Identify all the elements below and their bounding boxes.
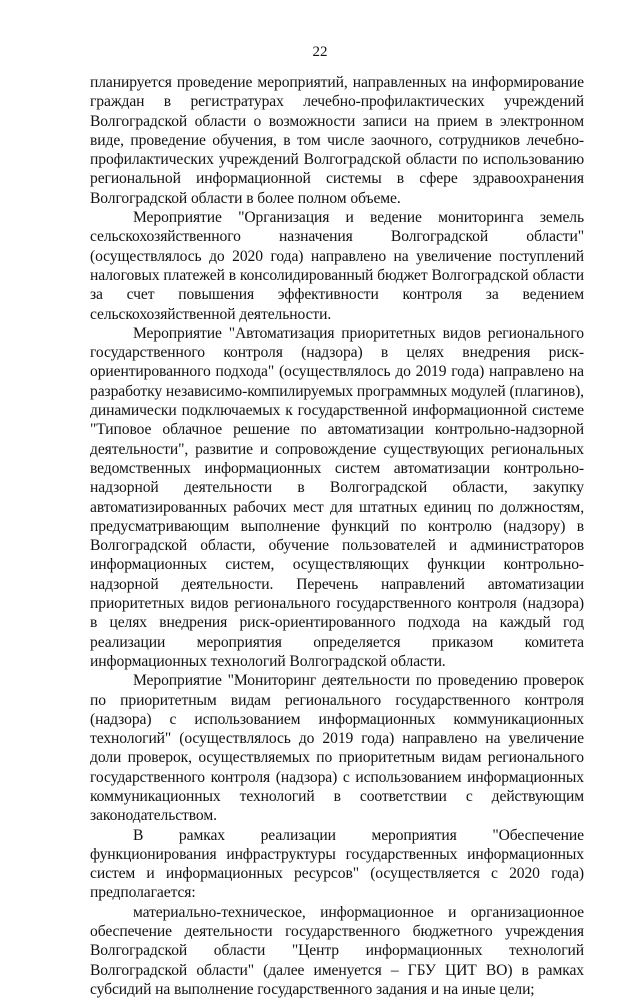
paragraph-control-automation: Мероприятие "Автоматизация приоритетных видов регионального государственного контроля (надзора) в целях внедрения риск-ориентированного подхода" (осуществлялось до 2019 года) направлено на разработку независимо-компилируемых программных модулей (плагинов), динамически подключаемых к государственной информационной системе "Типовое облачное решение по автоматизации контрольно-надзорной деятельности", развитие и сопровождение существующих региональных ведомственных информационных систем автоматизации контрольно-надзорной деятельности в Волгоградской области, закупку автоматизированных рабочих мест для штатных единиц по должностям, предусматривающим выполнение функций по контролю (надзору) в Волгоградской области, обучение пользователей и администраторов информационных систем, осуществляющих функции контрольно-надзорной деятельности. Перечень направлений автоматизации приоритетных видов регионального государственного контроля (надзора) в целях внедрения риск-ориентированного подхода на каждый год реализации мероприятия определяется приказом комитета информационных технологий Волгоградской области. — [90, 324, 584, 670]
document-body — [90, 73, 584, 999]
paragraph-inspection-monitoring: Мероприятие "Мониторинг деятельности по проведению проверок по приоритетным видам регионального государственного контроля (надзора) с использованием информационных коммуникационных технологий" (осуществлялось до 2019 года) направлено на увеличение доли проверок, осуществляемых по приоритетным видам регионального государственного контроля (надзора) с использованием информационных коммуникационных технологий в соответствии с действующим законодательством. — [90, 672, 584, 825]
paragraph-continuation: планируется проведение мероприятий, направленных на информирование граждан в регистратурах лечебно-профилактических учреждений Волгоградской области о возможности записи на прием в электронном виде, проведение обучения, в том числе заочного, сотрудников лечебно-профилактических учреждений Волгоградской области по использованию региональной информационной системы в сфере здравоохранения Волгоградской области в более полном объеме. — [90, 74, 584, 207]
paragraph-land-monitoring: Мероприятие "Организация и ведение мониторинга земель сельскохозяйственного назначения Волгоградской области" (осуществлялось до 2020 года) направлено на увеличение поступлений налоговых платежей в консолидированный бюджет Волгоградской области за счет повышения эффективности контроля за ведением сельскохозяйственной деятельности. — [90, 209, 584, 323]
paragraph-infrastructure: В рамках реализации мероприятия "Обеспечение функционирования инфраструктуры государственных информационных систем и информационных ресурсов" (осуществляется с 2020 года) предполагается: — [90, 826, 584, 902]
page-number: 22 — [312, 44, 328, 60]
paragraph-support-provision: материально-техническое, информационное и организационное обеспечение деятельности государственного бюджетного учреждения Волгоградской области "Центр информационных технологий Волгоградской области" (далее именуется – ГБУ ЦИТ ВО) в рамках субсидий на выполнение государственного задания и на иные цели; — [90, 903, 584, 998]
